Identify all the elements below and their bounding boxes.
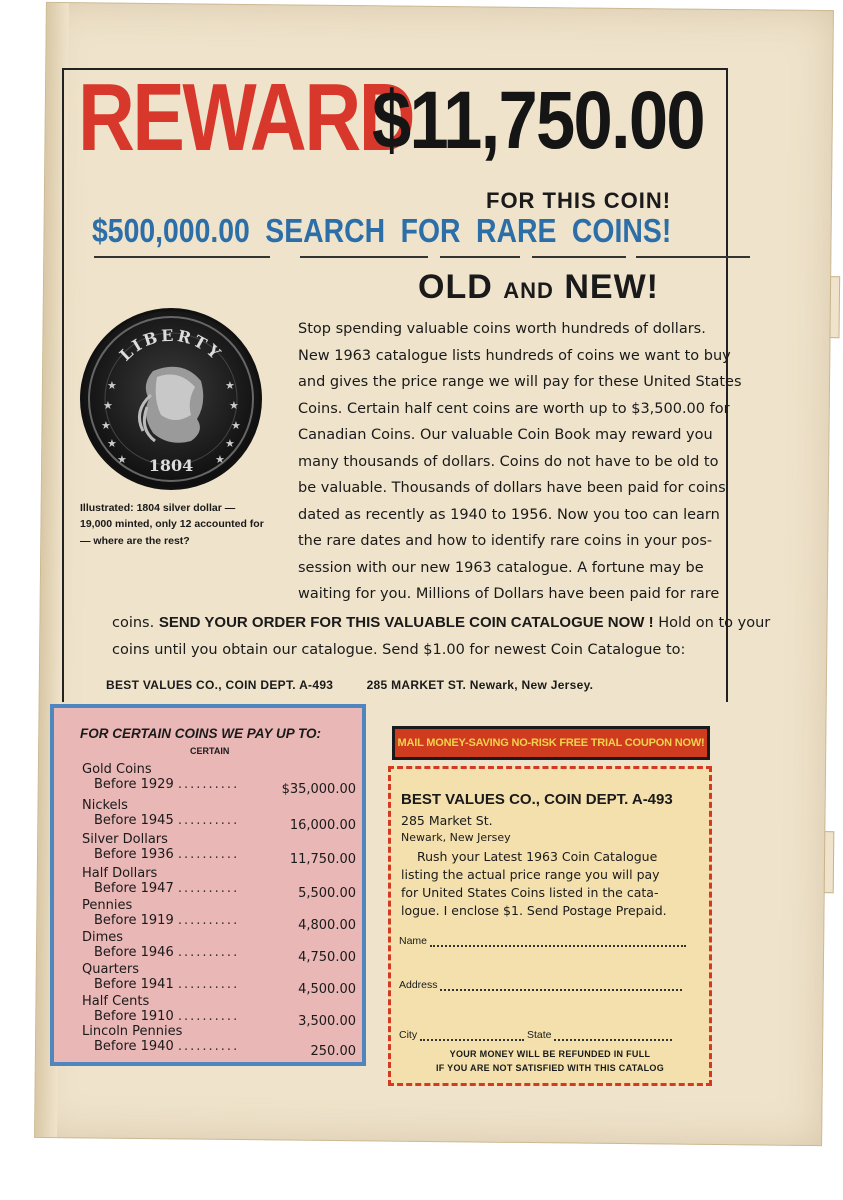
coin-value: 4,500.00 <box>298 982 356 997</box>
body-line: session with our new 1963 catalogue. A fortune may be <box>298 559 704 576</box>
coin-before: Before 1936 .......... <box>94 847 240 862</box>
coin-category: Dimes <box>82 930 124 945</box>
body-line: waiting for you. Millions of Dollars have been paid for rare <box>298 586 720 602</box>
order-emphasis: SEND YOUR ORDER FOR THIS VALUABLE COIN CATALOGUE NOW ! <box>158 614 654 631</box>
coin-value: $35,000.00 <box>281 782 356 797</box>
mailing-address <box>106 678 593 692</box>
coupon-city: Newark, New Jersey <box>401 831 511 844</box>
pay-row <box>82 798 356 833</box>
svg-text:★: ★ <box>225 438 235 450</box>
pay-row <box>82 962 356 997</box>
coupon-line: listing the actual price range you will pay <box>401 867 660 882</box>
coupon-line: Rush your Latest 1963 Coin Catalogue <box>417 849 658 864</box>
pay-row <box>82 762 356 797</box>
pay-row <box>82 832 356 867</box>
address-field[interactable] <box>399 979 682 991</box>
old-and-new-heading <box>418 268 659 307</box>
address-company: BEST VALUES CO., COIN DEPT. A-493 <box>106 678 334 692</box>
new-word: NEW! <box>564 268 660 306</box>
pay-table-title: FOR CERTAIN COINS WE PAY UP TO: <box>80 726 322 741</box>
state-line[interactable] <box>554 1039 672 1041</box>
page-edge-tab <box>829 276 840 338</box>
svg-text:★: ★ <box>103 400 113 412</box>
body-line: the rare dates and how to identify rare coins in your pos- <box>298 533 713 549</box>
name-label: Name <box>399 935 428 947</box>
coin-value: 5,500.00 <box>298 886 356 901</box>
coin-before: Before 1910 .......... <box>94 1009 240 1024</box>
search-word: RARE <box>476 212 557 249</box>
headline-underline <box>300 256 428 258</box>
body-line: and gives the price range we will pay for these United States <box>298 374 742 390</box>
headline-underline <box>636 256 750 258</box>
coupon-line: logue. I enclose $1. Send Postage Prepaid. <box>401 903 667 918</box>
coin-category: Silver Dollars <box>82 832 168 847</box>
city-label: City <box>399 1029 418 1041</box>
pay-row <box>82 1024 356 1059</box>
headline-underline <box>440 256 520 258</box>
body-line: New 1963 catalogue lists hundreds of coins we want to buy <box>298 347 731 364</box>
svg-text:★: ★ <box>229 400 239 412</box>
headline-underline <box>94 256 270 258</box>
coin-category: Quarters <box>82 962 139 977</box>
svg-text:★: ★ <box>225 380 235 392</box>
coin-before: Before 1929 .......... <box>94 777 240 792</box>
pay-table-subtitle: CERTAIN <box>190 746 230 756</box>
pay-row <box>82 866 356 901</box>
pay-table <box>50 704 366 1066</box>
coin-before: Before 1946 .......... <box>94 945 240 960</box>
name-line[interactable] <box>430 945 686 947</box>
coin-value: 11,750.00 <box>289 852 356 867</box>
svg-text:★: ★ <box>107 380 117 392</box>
for-this-coin: FOR THIS COIN! <box>486 188 672 213</box>
address-street: 285 MARKET ST. Newark, New Jersey. <box>366 678 594 692</box>
coupon-line: for United States Coins listed in the cata- <box>401 885 659 900</box>
svg-text:★: ★ <box>107 438 117 450</box>
and-word: AND <box>503 278 554 303</box>
pay-row <box>82 994 356 1029</box>
svg-text:★: ★ <box>231 420 241 432</box>
coin-before: Before 1947 .......... <box>94 881 240 896</box>
svg-text:★: ★ <box>117 454 127 466</box>
mail-coupon-banner: MAIL MONEY-SAVING NO-RISK FREE TRIAL COUPON NOW! <box>392 726 710 760</box>
order-last-line: coins until you obtain our catalogue. Send $1.00 for newest Coin Catalogue to: <box>112 641 686 658</box>
pay-row <box>82 930 356 965</box>
refund-note: IF YOU ARE NOT SATISFIED WITH THIS CATALOG <box>435 1063 665 1073</box>
ad-body-column <box>298 316 742 608</box>
order-line <box>112 610 770 637</box>
address-line[interactable] <box>440 989 682 991</box>
name-field[interactable] <box>399 935 686 947</box>
coin-legend: LIBERTY <box>115 325 227 365</box>
svg-text:★: ★ <box>215 454 225 466</box>
coin-icon <box>83 311 259 487</box>
order-suffix: Hold on to your <box>658 615 771 631</box>
body-line: Stop spending valuable coins worth hundreds of dollars. <box>298 321 706 337</box>
order-prefix: coins. <box>112 615 155 631</box>
body-line: Coins. Certain half cent coins are worth up to $3,500.00 for <box>298 400 730 417</box>
coin-value: 4,750.00 <box>298 950 356 965</box>
reward-heading: REWARD <box>78 64 414 171</box>
coin-category: Lincoln Pennies <box>82 1024 183 1039</box>
old-word: OLD <box>418 268 493 306</box>
city-state-field[interactable] <box>399 1029 672 1041</box>
search-headline <box>92 212 687 250</box>
coin-value: 16,000.00 <box>289 818 356 833</box>
coupon-company: BEST VALUES CO., COIN DEPT. A-493 <box>401 791 673 808</box>
reward-amount: $11,750.00 <box>372 75 704 166</box>
coin-year: 1804 <box>148 456 194 475</box>
coin-category: Half Cents <box>82 994 150 1009</box>
body-line: be valuable. Thousands of dollars have been paid for coins <box>298 480 726 496</box>
page-edge-tab <box>824 831 835 893</box>
body-line: dated as recently as 1940 to 1956. Now you too can learn <box>298 506 720 523</box>
headline-underline <box>532 256 626 258</box>
order-coupon <box>388 766 712 1086</box>
body-line: many thousands of dollars. Coins do not have to be old to <box>298 453 719 470</box>
pay-row <box>82 898 356 933</box>
coin-category: Half Dollars <box>82 866 158 881</box>
svg-text:★: ★ <box>101 420 111 432</box>
coin-category: Nickels <box>82 798 128 813</box>
liberty-coin-image <box>80 308 262 490</box>
coin-value: 4,800.00 <box>298 918 356 933</box>
ad-body-full <box>112 610 770 663</box>
address-label: Address <box>399 979 438 991</box>
coin-caption: Illustrated: 1804 silver dollar — 19,000 minted, only 12 accounted for— where are the rest? <box>80 502 264 547</box>
search-word: FOR <box>400 212 461 249</box>
coin-before: Before 1940 .......... <box>94 1039 240 1054</box>
coin-before: Before 1919 .......... <box>94 913 240 928</box>
coin-before: Before 1945 .......... <box>94 813 240 828</box>
coin-category: Gold Coins <box>82 762 152 777</box>
refund-note: YOUR MONEY WILL BE REFUNDED IN FULL <box>449 1049 651 1059</box>
state-label: State <box>526 1029 552 1041</box>
city-line[interactable] <box>420 1039 524 1041</box>
coin-value: 3,500.00 <box>298 1014 356 1029</box>
body-line: Canadian Coins. Our valuable Coin Book may reward you <box>298 427 713 443</box>
search-word: COINS! <box>571 212 672 249</box>
coupon-street: 285 Market St. <box>401 813 493 828</box>
search-word: SEARCH <box>265 212 386 249</box>
coin-value: 250.00 <box>310 1044 356 1059</box>
search-word: $500,000.00 <box>92 212 250 249</box>
coin-category: Pennies <box>82 898 133 913</box>
coin-before: Before 1941 .......... <box>94 977 240 992</box>
